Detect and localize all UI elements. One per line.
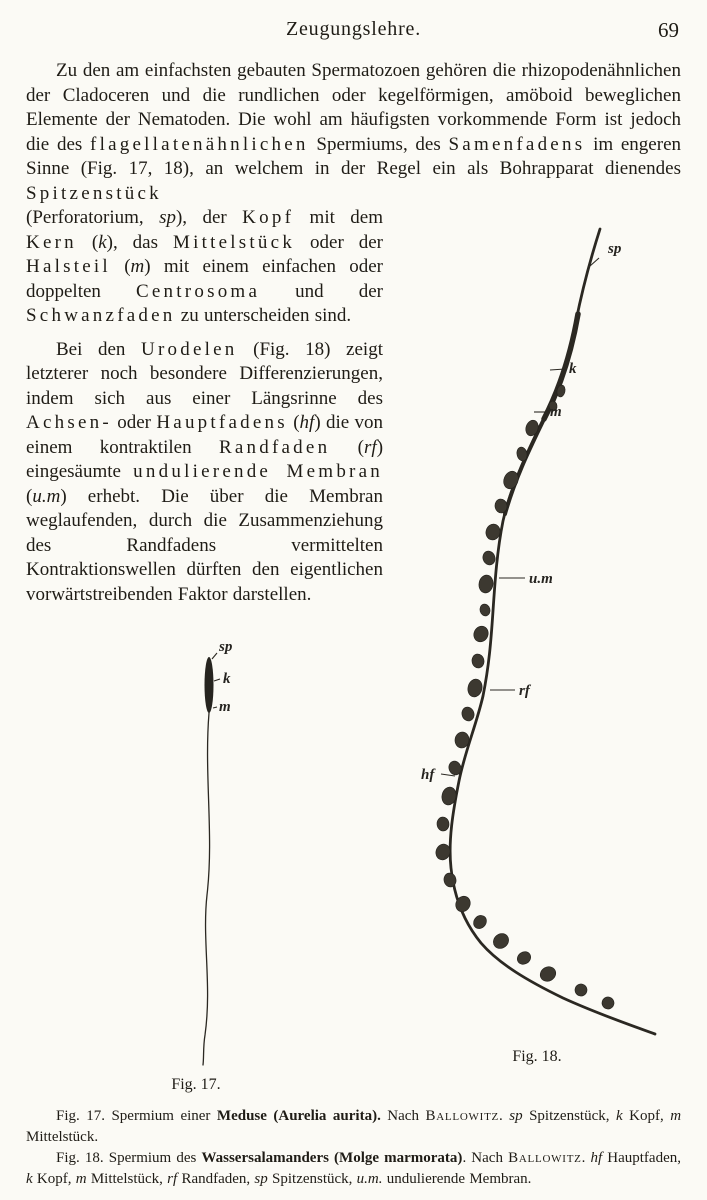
page-header — [26, 18, 681, 46]
fig18-caption: Fig. 18. — [512, 1048, 562, 1065]
fig18-label-sp: sp — [608, 241, 622, 257]
fig18-label-hf: hf — [421, 767, 435, 783]
figure-17 — [26, 635, 366, 1094]
fig18-label-k: k — [569, 361, 577, 377]
fig17-illustration — [26, 635, 366, 1067]
fig17-label-sp: sp — [219, 639, 233, 655]
page-number: 69 — [658, 18, 679, 42]
legend-fig18: Fig. 18. Spermium des Wassersalamanders (Molge marmorata). Nach Ballowitz. hf Hauptfaden, k Kopf, m Mittelstück, rf Randfaden, sp Spitzenstück, u.m. undulierende Membran. — [26, 1150, 681, 1187]
fig18-label-um: u.m — [529, 571, 553, 587]
figure-18 — [393, 206, 681, 1074]
fig18-midpiece-section — [505, 419, 544, 514]
fig18-label-rf: rf — [519, 683, 530, 699]
fig18-label-m: m — [550, 404, 562, 420]
fig17-label-m: m — [219, 699, 231, 715]
paragraph-1-full-width: Zu den am einfachsten gebauten Spermatozoen gehören die rhizopodenähnlichen der Cladoceren und die rundlichen oder kegelförmigen, amöboid beweglichen Elemente der Nematoden. Die wohl am häufigsten vorkommende Form ist jedoch die des flagellatenähnlichen Spermiums, des Samenfadens im engeren Sinne (Fig. 17, 18), an welchem in der Regel ein als Bohrapparat dienendes Spitzenstück — [26, 60, 681, 204]
paragraph-2: Bei den Urodelen (Fig. 18) zeigt letzterer noch besondere Differenzierungen, indem sich aus einer Längsrinne des Achsen- oder Hauptfadens (hf) die von einem kontraktilen Randfaden (rf) eingesäumte undulierende Membran (u.m) erhebt. Die über die Membran weglaufenden, durch die Zusammenziehung des Randfadens vermittelten Kontraktionswellen dürften den eigentlichen vorwärtstreibenden Faktor darstellen. — [26, 338, 384, 605]
fig17-caption: Fig. 17. — [171, 1076, 221, 1093]
running-title: Zeugungslehre. — [285, 18, 422, 40]
fig17-label-k: k — [223, 671, 231, 687]
legend-fig17: Fig. 17. Spermium einer Meduse (Aurelia aurita). Nach Ballowitz. sp Spitzenstück, k Kopf, m Mittelstück. — [26, 1108, 682, 1145]
fig18-illustration — [393, 206, 681, 1044]
fig17-head — [205, 657, 214, 713]
figure-legends — [26, 1094, 681, 1190]
paragraph-1-narrow: (Perforatorium, sp), der Kopf mit dem Kern (k), das Mittelstück oder der Halsteil (m) mit einem einfachen oder doppelten Centrosoma und der Schwanzfaden zu unterscheiden sind. — [26, 207, 384, 326]
fig17-tail — [203, 713, 210, 1065]
